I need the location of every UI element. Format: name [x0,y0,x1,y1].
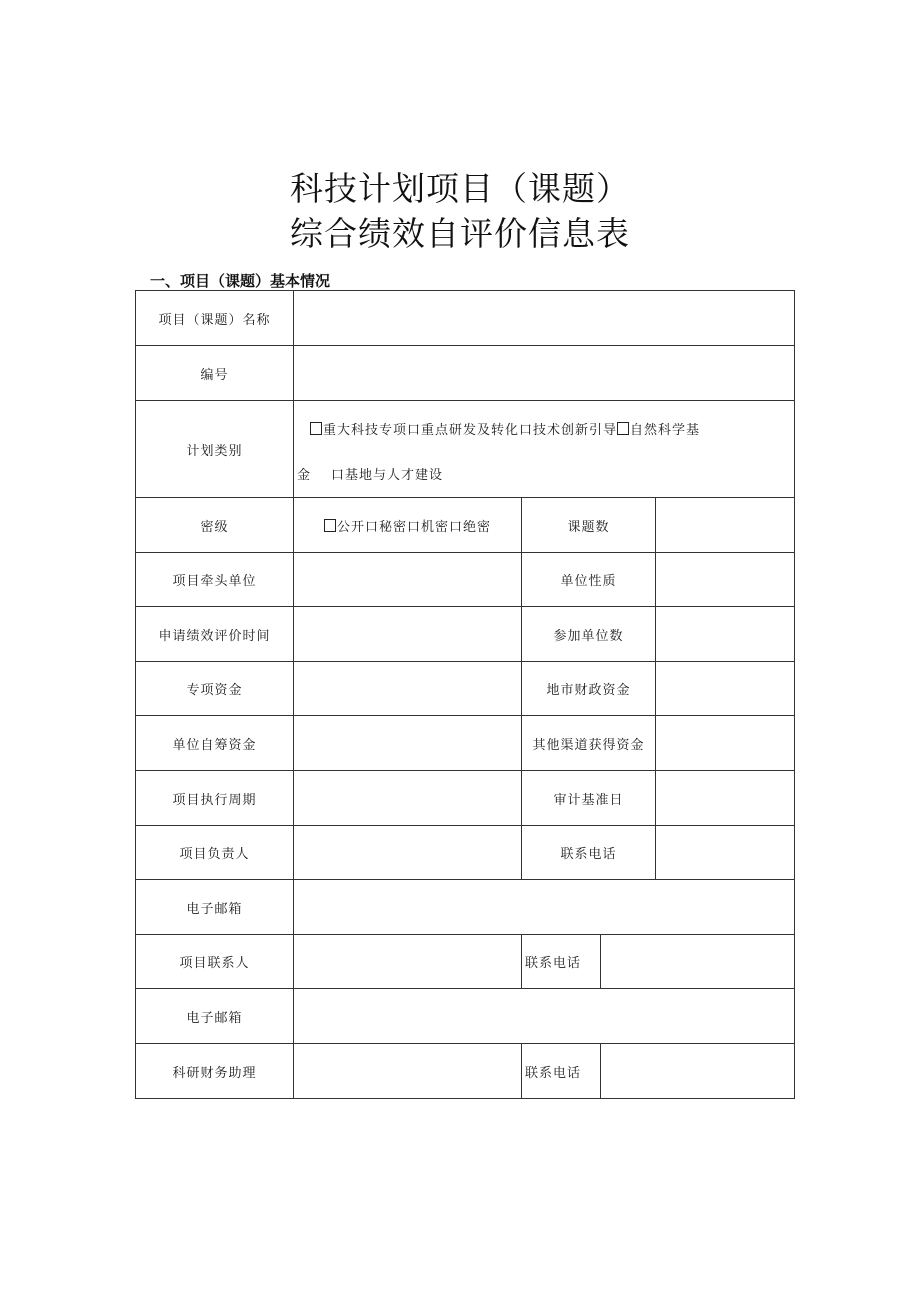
leader-phone-field[interactable] [656,826,795,880]
local-fiscal-fund-label: 地市财政资金 [522,662,656,716]
table-row [136,346,795,401]
audit-base-date-label: 审计基准日 [522,771,656,826]
checkbox-icon[interactable] [324,519,336,532]
leader-label: 项目负责人 [136,826,294,880]
secrecy-options-text: 公开口秘密口机密口绝密 [336,519,491,535]
apply-time-field[interactable] [294,607,522,662]
apply-time-label: 申请绩效评价时间 [136,607,294,662]
participant-count-field[interactable] [656,607,795,662]
form-title-line1: 科技计划项目（课题） [290,169,630,208]
table-row [136,880,795,935]
plan-options-line2-head: 金 [297,468,312,483]
plan-options-line1: 重大科技专项口重点研发及转化口技术创新引导 [323,423,618,438]
audit-base-date-field[interactable] [656,771,795,826]
exec-period-field[interactable] [294,771,522,826]
table-row [136,291,795,346]
contact-phone-field[interactable] [601,935,795,989]
topic-count-label: 课题数 [522,498,656,553]
unit-nature-label: 单位性质 [522,553,656,607]
checkbox-icon[interactable] [310,422,322,435]
other-channel-fund-label: 其他渠道获得资金 [522,716,656,771]
plan-options-line2: 口基地与人才建设 [331,468,444,483]
plan-category-label: 计划类别 [136,401,294,498]
lead-unit-label: 项目牵头单位 [136,553,294,607]
self-raised-fund-field[interactable] [294,716,522,771]
local-fiscal-fund-field[interactable] [656,662,795,716]
lead-unit-field[interactable] [294,553,522,607]
topic-count-field[interactable] [656,498,795,553]
finance-phone-label: 联系电话 [522,1044,601,1099]
email-field-1[interactable] [294,880,795,935]
leader-phone-label: 联系电话 [522,826,656,880]
email-label-2: 电子邮箱 [136,989,294,1044]
table-row [136,989,795,1044]
table-row [136,553,795,607]
participant-count-label: 参加单位数 [522,607,656,662]
plan-category-options [294,401,795,498]
section-heading: 一、项目（课题）基本情况 [150,272,331,290]
contact-label: 项目联系人 [136,935,294,989]
table-row [136,401,795,498]
table-row [136,1044,795,1099]
leader-field[interactable] [294,826,522,880]
special-fund-label: 专项资金 [136,662,294,716]
table-row [136,716,795,771]
table-row [136,498,795,553]
exec-period-label: 项目执行周期 [136,771,294,826]
email-field-2[interactable] [294,989,795,1044]
plan-options-line1-tail: 自然科学基 [630,423,701,438]
basic-info-table [135,290,795,1099]
project-name-field[interactable] [294,291,795,346]
finance-assistant-field[interactable] [294,1044,522,1099]
checkbox-icon[interactable] [617,422,629,435]
self-raised-fund-label: 单位自筹资金 [136,716,294,771]
secrecy-options [294,498,522,553]
other-channel-fund-field[interactable] [656,716,795,771]
finance-assistant-label: 科研财务助理 [136,1044,294,1099]
secrecy-label: 密级 [136,498,294,553]
table-row [136,662,795,716]
table-row [136,771,795,826]
number-field[interactable] [294,346,795,401]
special-fund-field[interactable] [294,662,522,716]
table-row [136,607,795,662]
project-name-label: 项目（课题）名称 [136,291,294,346]
contact-field[interactable] [294,935,522,989]
unit-nature-field[interactable] [656,553,795,607]
contact-phone-label: 联系电话 [522,935,601,989]
finance-phone-field[interactable] [601,1044,795,1099]
form-title-line2: 综合绩效自评价信息表 [290,214,630,253]
number-label: 编号 [136,346,294,401]
email-label-1: 电子邮箱 [136,880,294,935]
table-row [136,826,795,880]
table-row [136,935,795,989]
